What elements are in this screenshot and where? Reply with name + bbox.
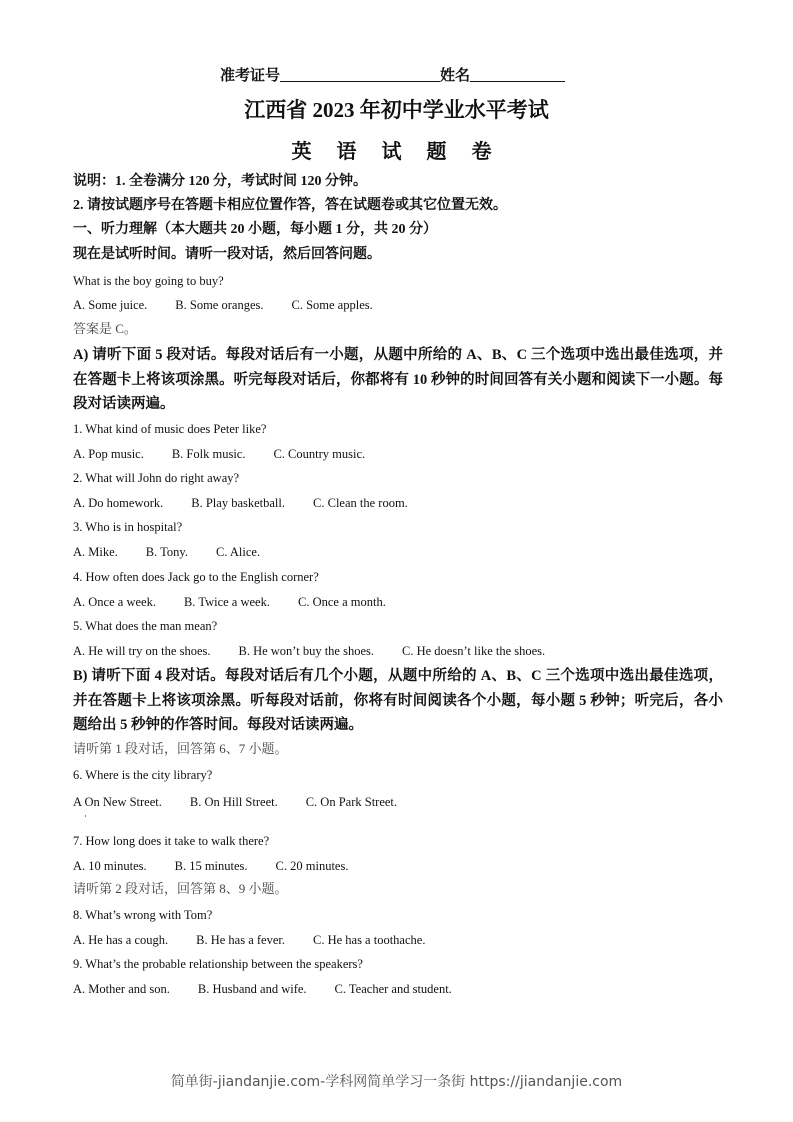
- option-a: A. He will try on the shoes.: [73, 644, 211, 658]
- question-6-options: [73, 794, 425, 810]
- option-c: C. Once a month.: [297, 595, 386, 609]
- option-b: B. Twice a week.: [183, 595, 270, 609]
- option-b: B. On Hill Street.: [189, 795, 278, 809]
- footer-watermark: 简单街-jiandanjie.com-学科网简单学习一条街 https://jiandanjie.com: [170, 1074, 623, 1090]
- trial-intro: 现在是试听时间。请听一段对话，然后回答问题。: [73, 247, 381, 262]
- option-a: A. Do homework.: [73, 496, 164, 510]
- question-5-options: [73, 643, 573, 659]
- question-2-options: [73, 495, 436, 511]
- dialog-2-intro: 请听第 2 段对话，回答第 8、9 小题。: [73, 881, 288, 896]
- option-b: B. 15 minutes.: [174, 859, 248, 873]
- dialog-1-intro: 请听第 1 段对话，回答第 6、7 小题。: [73, 741, 288, 756]
- option-c: C. Teacher and student.: [334, 982, 452, 996]
- question-4-options: [73, 594, 414, 610]
- option-c: C. Some apples.: [291, 298, 373, 312]
- option-c: C. 20 minutes.: [275, 859, 349, 873]
- option-c: C. Country music.: [273, 447, 366, 461]
- question-7: 7. How long does it take to walk there?: [73, 834, 270, 848]
- option-a: A. Mike.: [73, 545, 118, 559]
- option-a: A. Some juice.: [73, 298, 148, 312]
- trial-question: What is the boy going to buy?: [73, 274, 224, 288]
- option-b: B. Tony.: [145, 545, 188, 559]
- option-c: C. He doesn’t like the shoes.: [402, 644, 546, 658]
- option-b: B. Folk music.: [171, 447, 246, 461]
- exam-title: 江西省 2023 年初中学业水平考试: [244, 98, 549, 122]
- option-a: A. 10 minutes.: [73, 859, 147, 873]
- option-b: B. Husband and wife.: [197, 982, 307, 996]
- option-a: A On New Street.: [73, 795, 162, 809]
- option-b: B. Some oranges.: [175, 298, 264, 312]
- instruction-line-1: 说明：1. 全卷满分 120 分，考试时间 120 分钟。: [73, 174, 367, 189]
- name-blank: [470, 67, 565, 82]
- question-3-options: [73, 544, 288, 560]
- exam-subtitle: 英 语 试 题 卷: [291, 141, 502, 163]
- option-a: A. Pop music.: [73, 447, 144, 461]
- option-c: C. Clean the room.: [313, 496, 408, 510]
- option-b: B. Play basketball.: [191, 496, 286, 510]
- question-8: 8. What’s wrong with Tom?: [73, 908, 213, 922]
- exam-id-label: 准考证号: [220, 68, 281, 84]
- question-2: 2. What will John do right away?: [73, 471, 240, 485]
- trial-answer: 答案是 C。: [73, 321, 137, 336]
- question-4: 4. How often does Jack go to the English corner?: [73, 570, 319, 584]
- option-b: B. He won’t buy the shoes.: [238, 644, 375, 658]
- option-a: A. Mother and son.: [73, 982, 170, 996]
- section1-heading: 一、听力理解（本大题共 20 小题，每小题 1 分，共 20 分）: [73, 222, 437, 237]
- option-b: B. He has a fever.: [196, 933, 285, 947]
- question-9: 9. What’s the probable relationship between the speakers?: [73, 957, 363, 971]
- exam-id-blank: [280, 67, 440, 82]
- question-8-options: [73, 932, 453, 948]
- question-9-options: [73, 981, 480, 997]
- trial-options: [73, 297, 401, 313]
- question-1: 1. What kind of music does Peter like?: [73, 422, 267, 436]
- question-3: 3. Who is in hospital?: [73, 520, 183, 534]
- instruction-line-2: 2. 请按试题序号在答题卡相应位置作答，答在试题卷或其它位置无效。: [73, 198, 507, 213]
- name-label: 姓名: [440, 68, 471, 84]
- question-5: 5. What does the man mean?: [73, 619, 218, 633]
- question-6: 6. Where is the city library?: [73, 768, 213, 782]
- question-1-options: [73, 446, 393, 462]
- stray-mark: [85, 815, 86, 817]
- option-c: C. Alice.: [215, 545, 261, 559]
- option-c: C. On Park Street.: [305, 795, 398, 809]
- part-b-instructions: B) 请听下面 4 段对话。每段对话后有几个小题，从题中所给的 A、B、C 三个选项中选出最佳选项，并在答题卡上将该项涂黑。听每段对话前，你将有时间阅读各个小题，每小题 5 秒钟；听完后，各小题给出 5 秒钟的作答时间。每段对话读两遍。: [73, 668, 723, 733]
- option-a: A. Once a week.: [73, 595, 156, 609]
- question-7-options: [73, 858, 376, 874]
- candidate-info-line: [220, 64, 565, 85]
- option-c: C. He has a toothache.: [312, 933, 426, 947]
- option-a: A. He has a cough.: [73, 933, 169, 947]
- part-a-instructions: A) 请听下面 5 段对话。每段对话后有一小题，从题中所给的 A、B、C 三个选项中选出最佳选项，并在答题卡上将该项涂黑。听完每段对话后，你都将有 10 秒钟的时间回答有关小题和阅读下一小题。每段对话读两遍。: [73, 347, 723, 412]
